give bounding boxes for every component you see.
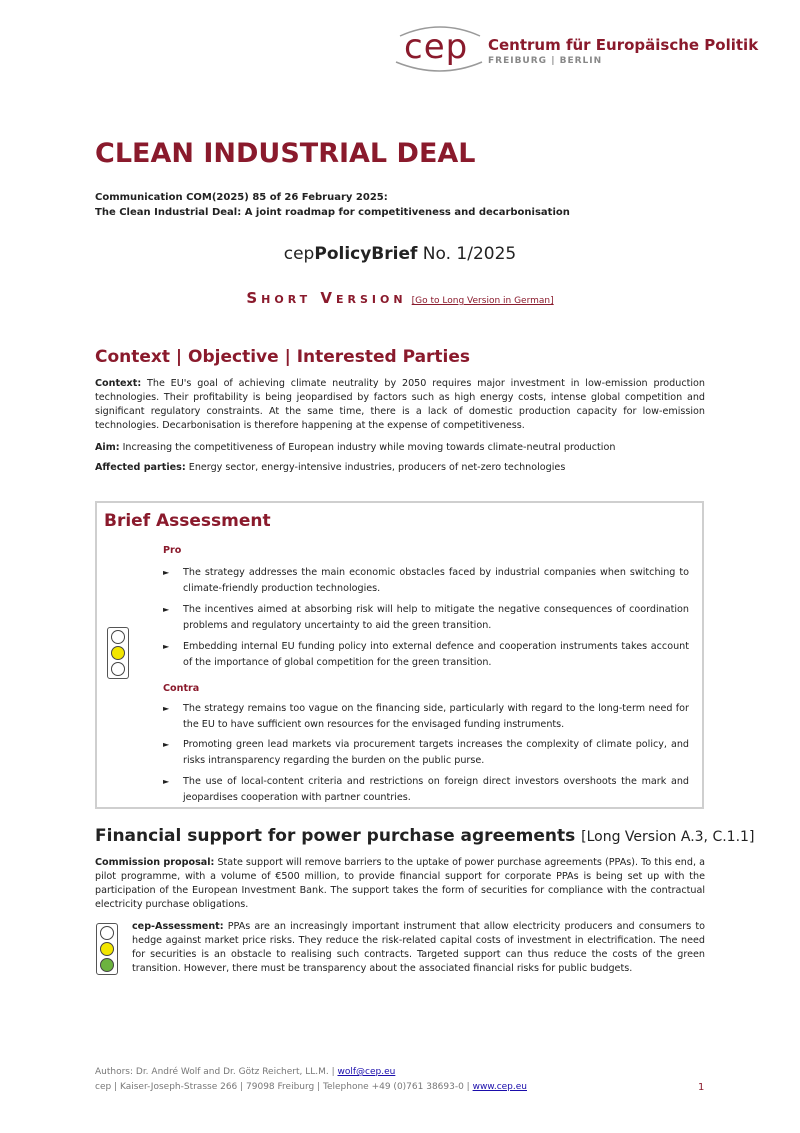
affected-label: Affected parties: (95, 462, 186, 473)
traffic-light-icon (107, 627, 129, 679)
bullet-arrow-icon: ► (163, 642, 170, 651)
affected-paragraph (95, 461, 705, 475)
communication-title: The Clean Industrial Deal: A joint roadmap for competitiveness and decarbonisation (95, 207, 570, 218)
org-cities: FREIBURG | BERLIN (488, 56, 603, 66)
aim-text: Increasing the competitiveness of European industry while moving towards climate-neutral production (119, 442, 616, 453)
cep-assessment-paragraph (132, 920, 705, 976)
financial-support-heading (95, 826, 754, 846)
pro-item (163, 565, 689, 597)
assessment-label: cep-Assessment: (132, 921, 224, 932)
footer-authors (95, 1067, 395, 1077)
cep-logo[interactable] (390, 22, 759, 74)
traffic-light-bottom-lamp (100, 958, 114, 972)
traffic-light-middle-lamp (100, 942, 114, 956)
footer-address (95, 1082, 527, 1092)
pro-item (163, 602, 689, 634)
author-email-link[interactable]: wolf@cep.eu (337, 1067, 396, 1077)
affected-text: Energy sector, energy-intensive industries, producers of net-zero technologies (185, 462, 566, 473)
proposal-label: Commission proposal: (95, 857, 215, 868)
bullet-arrow-icon: ► (163, 605, 170, 614)
website-link[interactable]: www.cep.eu (472, 1082, 527, 1092)
brief-assessment-box (95, 501, 704, 809)
traffic-light-bottom-lamp (111, 662, 125, 676)
org-name: Centrum für Europäische Politik (488, 36, 759, 54)
pro-item (163, 639, 689, 671)
proposal-text: State support will remove barriers to the uptake of power purchase agreements (PPAs). To this end, a pilot programme, with a volume of €500 million, to provide financial support for corporate PPAs is being set up with the participation of the European Investment Bank. The support takes the form of securities for compliance with the contractual electricity purchase obligations. (95, 857, 705, 910)
contra-item-text: The strategy remains too vague on the financing side, particularly with regard to the long-term need for the EU to have sufficient own resources for the envisaged funding instruments. (183, 703, 689, 730)
page-title: CLEAN INDUSTRIAL DEAL (95, 138, 476, 169)
logo-text: cep (404, 27, 469, 67)
contra-item (163, 774, 689, 806)
pro-label: Pro (163, 545, 182, 556)
context-heading: Context | Objective | Interested Parties (95, 347, 471, 367)
pro-item-text: The strategy addresses the main economic obstacles faced by industrial companies when switching to climate-friendly production technologies. (183, 567, 689, 594)
traffic-light-middle-lamp (111, 646, 125, 660)
brief-number: No. 1/2025 (417, 244, 517, 264)
long-version-reference: [Long Version A.3, C.1.1] (581, 829, 755, 845)
short-version-label: Short Version (246, 289, 407, 307)
pro-item-text: Embedding internal EU funding policy into external defence and cooperation instruments takes account of the importance of global competition for the green transition. (183, 641, 689, 668)
commission-proposal-paragraph (95, 856, 705, 912)
contra-item (163, 737, 689, 769)
communication-reference: Communication COM(2025) 85 of 26 February 2025: (95, 192, 388, 203)
pro-item-text: The incentives aimed at absorbing risk will help to mitigate the negative consequences of coordination problems and regulatory uncertainty to aid the green transition. (183, 604, 689, 631)
authors-text: Authors: Dr. André Wolf and Dr. Götz Reichert, LL.M. | (95, 1067, 338, 1077)
brief-prefix: cep (283, 244, 315, 264)
context-text: The EU's goal of achieving climate neutrality by 2050 requires major investment in low-emission production technologies. Their profitability is being jeopardised by factors such as high energy costs, intense global competition and significant regulatory constraints. At the same time, there is a lack of domestic production capacity for low-emission technologies. Decarbonisation is therefore happening at the expense of competitiveness. (95, 378, 705, 431)
policy-brief-label (0, 244, 800, 264)
brief-bold: PolicyBrief (314, 244, 418, 264)
traffic-light-top-lamp (111, 630, 125, 644)
long-version-link[interactable]: [Go to Long Version in German] (411, 296, 554, 306)
contra-item-text: The use of local-content criteria and restrictions on foreign direct investors overshoots the mark and jeopardises cooperation with partner countries. (183, 776, 689, 803)
contra-item-text: Promoting green lead markets via procurement targets increases the complexity of climate policy, and risks intransparency regarding the burden on the public purse. (183, 739, 689, 766)
bullet-arrow-icon: ► (163, 568, 170, 577)
contra-label: Contra (163, 683, 200, 694)
contra-item (163, 701, 689, 733)
brief-assessment-heading: Brief Assessment (104, 511, 271, 531)
context-paragraph (95, 377, 705, 433)
aim-label: Aim: (95, 442, 120, 453)
traffic-light-icon (96, 923, 118, 975)
context-label: Context: (95, 378, 142, 389)
bullet-arrow-icon: ► (163, 740, 170, 749)
financial-heading-text: Financial support for power purchase agreements (95, 826, 576, 846)
traffic-light-top-lamp (100, 926, 114, 940)
assessment-text: PPAs are an increasingly important instrument that allow electricity producers and consumers to hedge against market price risks. They reduce the risk-related capital costs of investment in electrification. The need for securities is an obstacle to realising such contracts. Targeted support can thus reduce the costs of the green transition. However, there must be transparency about the associated financial risks for public budgets. (132, 921, 705, 974)
aim-paragraph (95, 441, 705, 455)
address-text: cep | Kaiser-Joseph-Strasse 266 | 79098 Freiburg | Telephone +49 (0)761 38693-0 | (95, 1082, 473, 1092)
bullet-arrow-icon: ► (163, 777, 170, 786)
bullet-arrow-icon: ► (163, 704, 170, 713)
page-number: 1 (698, 1082, 705, 1093)
short-version-header (0, 288, 800, 307)
